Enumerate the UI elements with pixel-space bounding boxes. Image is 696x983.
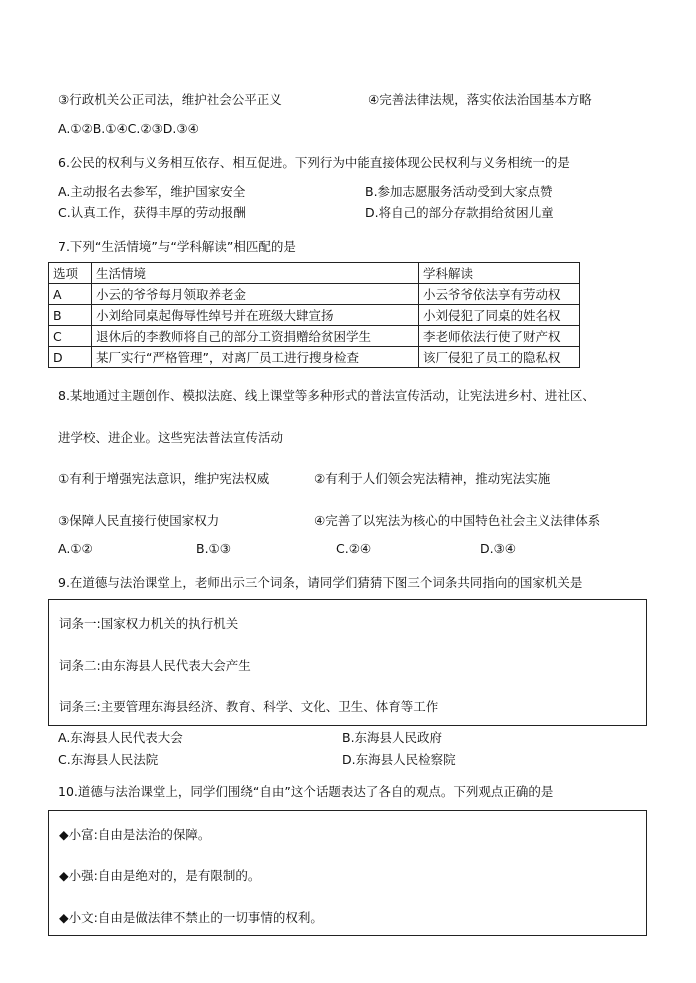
q7-stem: 7.下列“生活情境”与“学科解读”相匹配的是 [58, 239, 296, 254]
q10-view-2: ◆小强:自由是绝对的，是有限制的。 [59, 868, 261, 883]
table-cell: 退休后的李教师将自己的部分工资捐赠给贫困学生 [92, 326, 419, 347]
q8-option-d: D.③④ [480, 541, 517, 556]
table-row [49, 326, 580, 347]
q9-clue-2: 词条二:由东海县人民代表大会产生 [59, 658, 251, 673]
q10-stem: 10.道德与法治课堂上，同学们围绕“自由”这个话题表达了各自的观点。下列观点正确的是 [58, 784, 554, 799]
q8-option-c: C.②④ [336, 541, 372, 556]
q8-item-2: ②有利于人们领会宪法精神，推动宪法实施 [314, 471, 551, 486]
q5-item-3: ③行政机关公正司法，维护社会公平正义 [58, 92, 282, 107]
table-header-row [49, 263, 580, 284]
q8-item-4: ④完善了以宪法为核心的中国特色社会主义法律体系 [314, 513, 601, 528]
table-row [49, 347, 580, 368]
table-header-cell: 生活情境 [92, 263, 419, 284]
q9-option-d: D.东海县人民检察院 [342, 752, 456, 767]
q5-item-4: ④完善法律法规，落实依法治国基本方略 [368, 92, 592, 107]
q9-clue-3: 词条三:主要管理东海县经济、教育、科学、文化、卫生、体育等工作 [59, 699, 439, 714]
q9-clue-box [48, 599, 647, 726]
table-header-cell: 选项 [49, 263, 92, 284]
q8-option-b: B.①③ [196, 541, 231, 556]
q10-views-box [48, 810, 647, 936]
q8-stem-line-2: 进学校、进企业。这些宪法普法宣传活动 [58, 430, 284, 445]
q8-item-3: ③保障人民直接行使国家权力 [58, 513, 220, 528]
table-cell: 李老师依法行使了财产权 [419, 326, 580, 347]
table-row [49, 284, 580, 305]
q10-view-3: ◆小文:自由是做法律不禁止的一切事情的权利。 [59, 910, 323, 925]
table-cell: 小云的爷爷每月领取养老金 [92, 284, 419, 305]
q8-option-a: A.①② [58, 541, 93, 556]
table-cell: C [49, 326, 92, 347]
q10-view-1: ◆小富:自由是法治的保障。 [59, 827, 211, 842]
q9-option-a: A.东海县人民代表大会 [58, 730, 183, 745]
q9-option-c: C.东海县人民法院 [58, 752, 159, 767]
q9-option-b: B.东海县人民政府 [342, 730, 443, 745]
q8-item-1: ①有利于增强宪法意识，维护宪法权威 [58, 471, 270, 486]
q6-option-c: C.认真工作，获得丰厚的劳动报酬 [58, 205, 246, 220]
table-cell: 小刘给同桌起侮辱性绰号并在班级大肆宣扬 [92, 305, 419, 326]
table-cell: 该厂侵犯了员工的隐私权 [419, 347, 580, 368]
q6-stem: 6.公民的权利与义务相互依存、相互促进。下列行为中能直接体现公民权利与义务相统一的是 [58, 155, 570, 170]
q9-clue-1: 词条一:国家权力机关的执行机关 [59, 616, 239, 631]
q6-option-b: B.参加志愿服务活动受到大家点赞 [365, 184, 553, 199]
q7-table [48, 262, 580, 368]
table-cell: B [49, 305, 92, 326]
q9-stem: 9.在道德与法治课堂上，老师出示三个词条，请同学们猜猜下图三个词条共同指向的国家机关是 [58, 575, 583, 590]
table-cell: 某厂实行“严格管理”，对离厂员工进行搜身检查 [92, 347, 419, 368]
table-header-cell: 学科解读 [419, 263, 580, 284]
table-cell: D [49, 347, 92, 368]
q6-option-a: A.主动报名去参军，维护国家安全 [58, 184, 246, 199]
q8-stem-line-1: 8.某地通过主题创作、模拟法庭、线上课堂等多种形式的普法宣传活动，让宪法进乡村、进社区、 [58, 388, 595, 403]
table-row [49, 305, 580, 326]
table-cell: 小刘侵犯了同桌的姓名权 [419, 305, 580, 326]
table-cell: A [49, 284, 92, 305]
table-cell: 小云爷爷依法享有劳动权 [419, 284, 580, 305]
q6-option-d: D.将自己的部分存款捐给贫困儿童 [365, 205, 554, 220]
q5-options: A.①②B.①④C.②③D.③④ [58, 121, 199, 136]
